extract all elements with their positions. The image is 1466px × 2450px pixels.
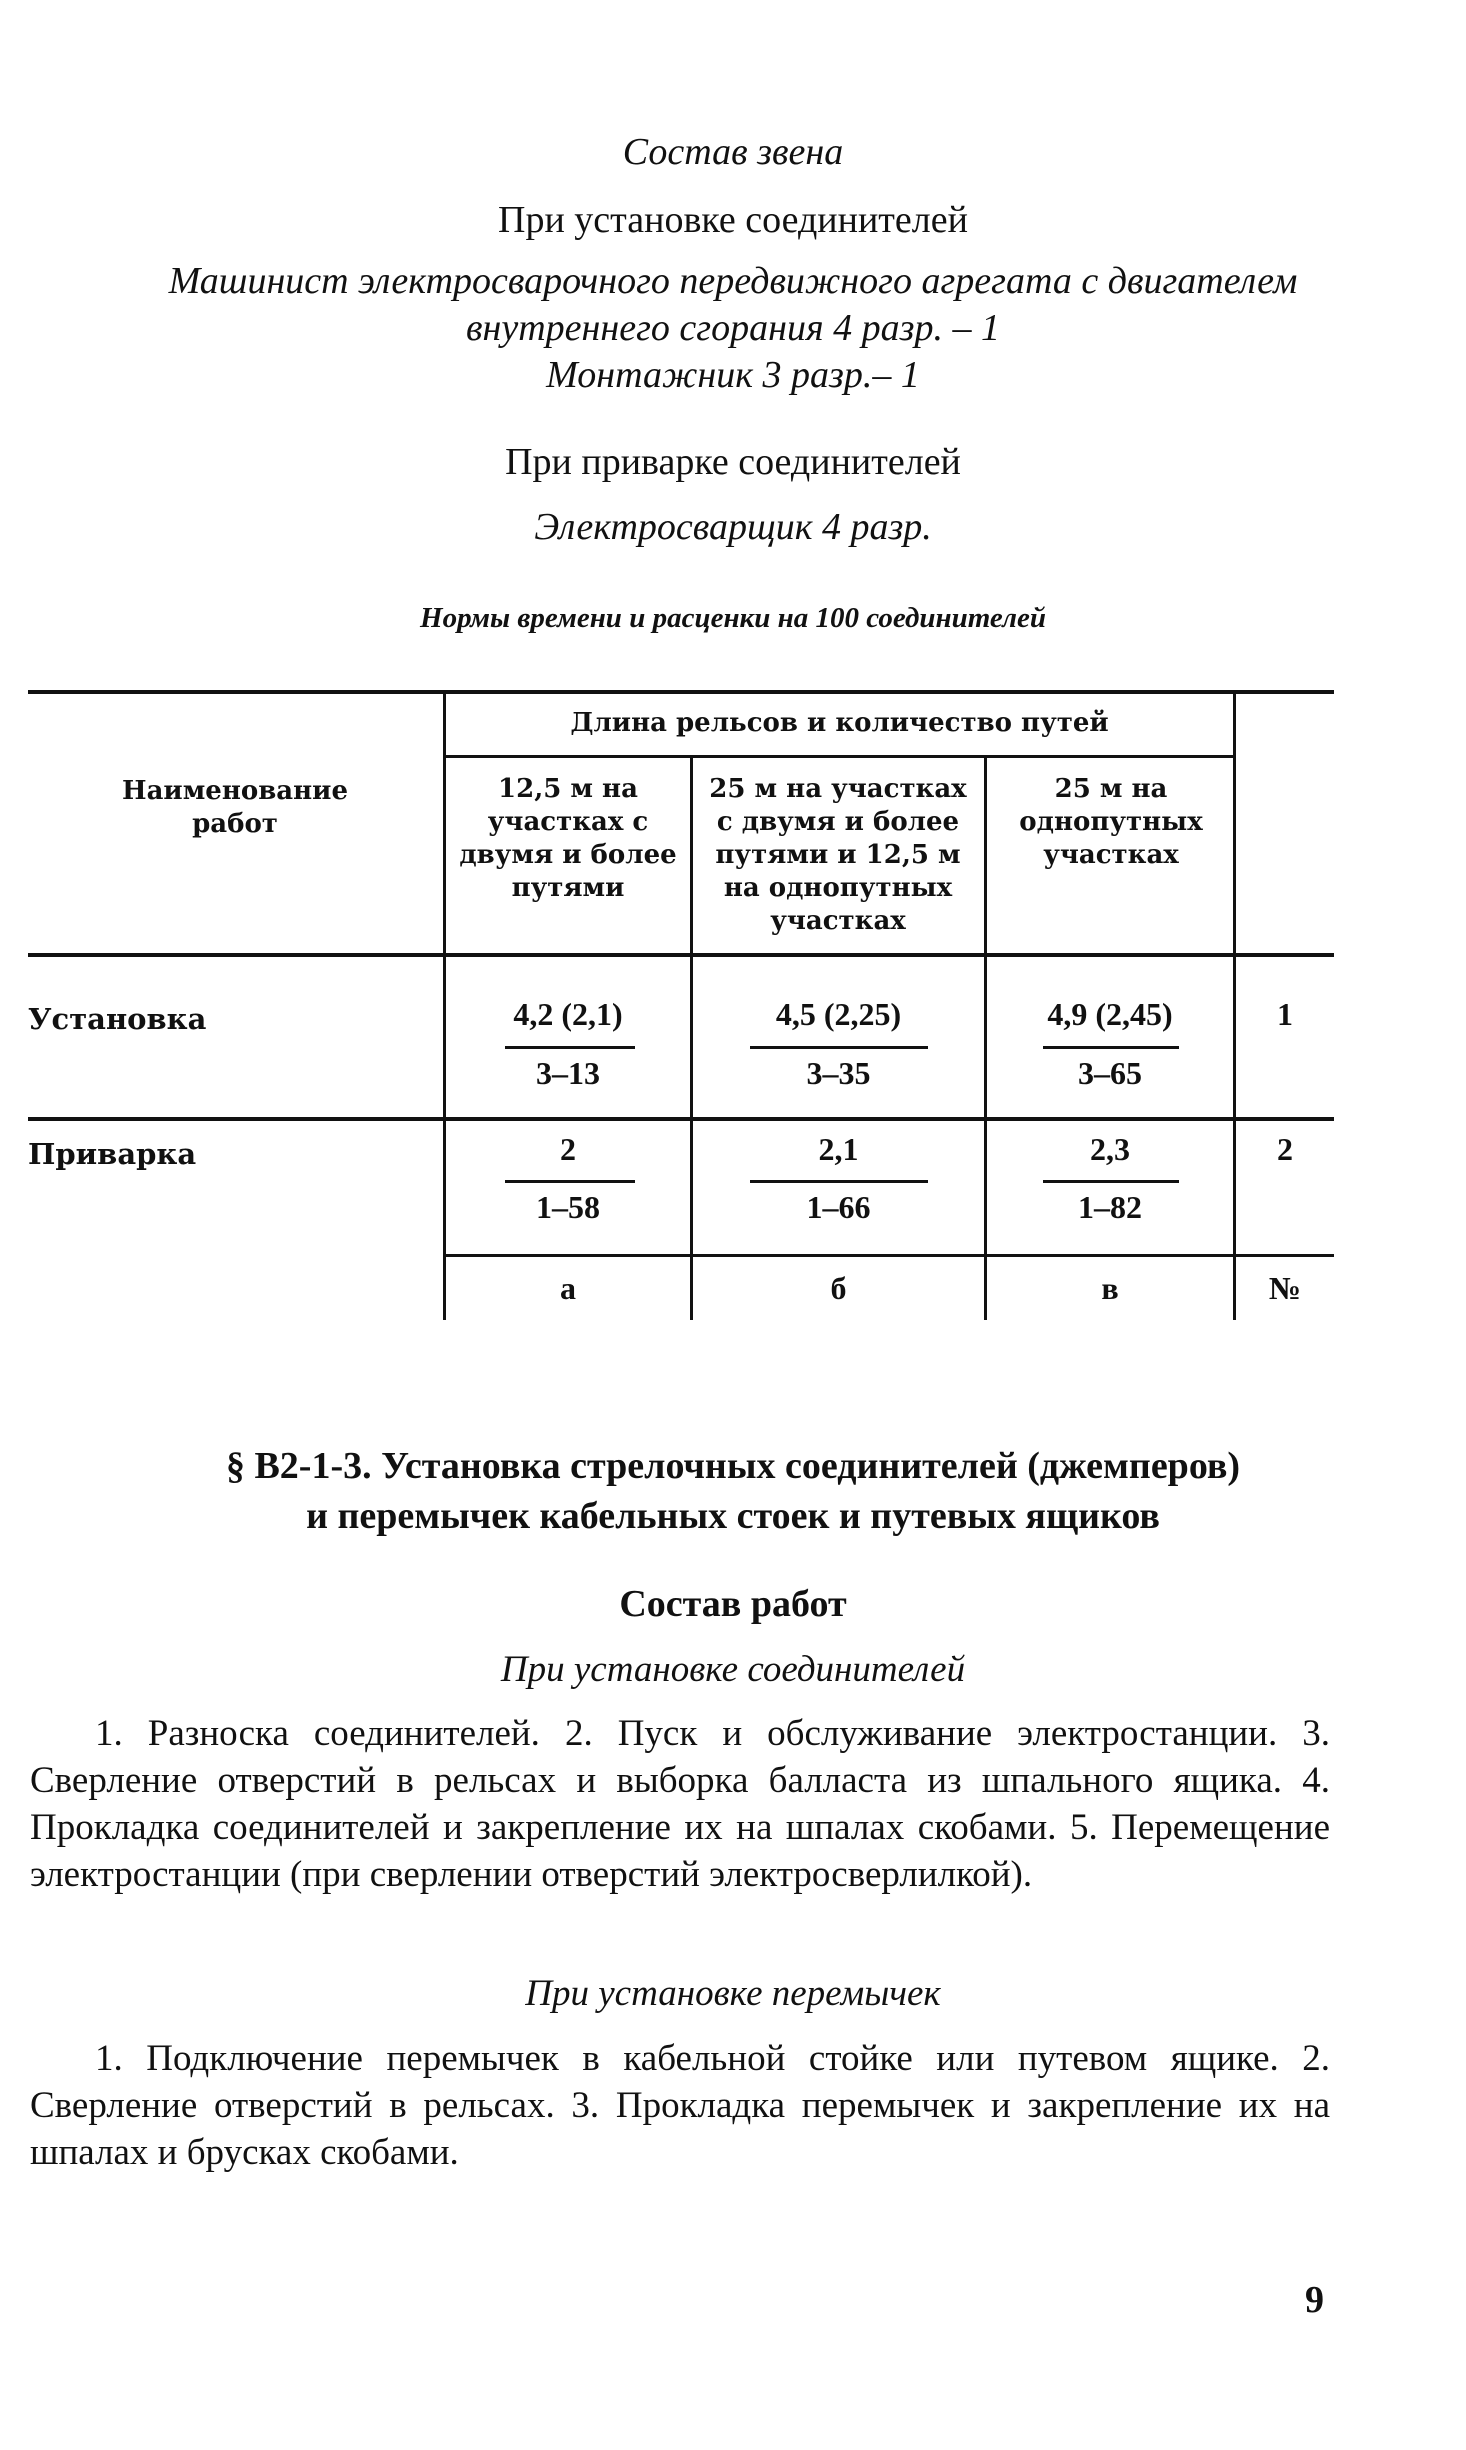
- cell-c-install-price: 3–65: [1078, 1055, 1142, 1091]
- col-index-a: а: [560, 1270, 576, 1306]
- table-col-divider-3: [984, 755, 987, 1320]
- cell-a-install-price: 3–13: [536, 1055, 600, 1091]
- col-header-a: 12,5 м на участках с двумя и более путями: [459, 774, 677, 903]
- row-number-1: 1: [1277, 996, 1293, 1032]
- row-label-install: Установка: [28, 1002, 207, 1036]
- table-col-divider-2: [690, 755, 693, 1320]
- cell-b-install-norm: 4,5 (2,25): [775, 996, 902, 1032]
- table-bottom-rule: [445, 1254, 1334, 1257]
- fraction-bar: [1043, 1180, 1179, 1183]
- col-header-c: 25 м на однопутных участках: [1019, 774, 1203, 870]
- col-header-work-name: Наименование работ: [122, 776, 348, 839]
- crew-role-line-2: внутреннего сгорания 4 разр. – 1: [466, 307, 1000, 349]
- table-row-rule: [28, 1117, 1334, 1121]
- section-heading-line-2: и перемычек кабельных стоек и путевых ящиков: [306, 1495, 1160, 1537]
- crew-subheading-weld: При приварке соединителей: [505, 441, 961, 483]
- col-index-b: б: [830, 1270, 847, 1306]
- subheading-install-connectors: При установке соединителей: [500, 1649, 966, 1690]
- fraction-bar: [750, 1180, 928, 1183]
- cell-a-install-norm: 4,2 (2,1): [513, 996, 623, 1032]
- crew-title: Состав звена: [622, 131, 844, 173]
- subheading-install-jumpers: При установке перемычек: [525, 1973, 941, 2014]
- table-group-rule: [445, 755, 1235, 758]
- fraction-bar: [505, 1180, 635, 1183]
- cell-c-weld-price: 1–82: [1078, 1189, 1142, 1225]
- table-header-rule: [28, 953, 1334, 957]
- crew-role-welder: Электросварщик 4 разр.: [534, 506, 932, 548]
- crew-subheading-install: При установке соединителей: [498, 199, 968, 241]
- cell-a-weld-price: 1–58: [536, 1189, 600, 1225]
- fraction-bar: [750, 1046, 928, 1049]
- col-index-number: №: [1268, 1270, 1302, 1306]
- work-composition-title: Состав работ: [619, 1583, 847, 1625]
- paragraph-install-connectors: 1. Разноска соединителей. 2. Пуск и обслуживание электростанции. 3. Сверление отверстий в рельсах и выборка балласта из шпального ящика. 4. Прокладка соединителей и закрепление их на шпалах скобами. 5. Перемещение электростанции (при сверлении отверстий электросверлилкой).: [30, 1713, 1330, 1895]
- table-top-rule: [28, 690, 1334, 694]
- cell-b-install-price: 3–35: [806, 1055, 871, 1091]
- row-label-weld: Приварка: [28, 1137, 197, 1171]
- cell-c-install-norm: 4,9 (2,45): [1047, 996, 1173, 1032]
- crew-role-line-3: Монтажник 3 разр.– 1: [546, 354, 920, 396]
- cell-b-weld-price: 1–66: [806, 1189, 871, 1225]
- crew-role-line-1: Машинист электросварочного передвижного агрегата с двигателем: [168, 260, 1298, 302]
- col-group-header: Длина рельсов и количество путей: [570, 708, 1109, 738]
- fraction-bar: [505, 1046, 635, 1049]
- cell-b-weld-norm: 2,1: [818, 1131, 859, 1167]
- page-number: 9: [1305, 2279, 1324, 2321]
- norms-title: Нормы времени и расценки на 100 соединителей: [420, 602, 1046, 634]
- paragraph-install-jumpers: 1. Подключение перемычек в кабельной стойке или путевом ящике. 2. Сверление отверстий в рельсах. 3. Прокладка перемычек и закрепление их на шпалах и брусках скобами.: [30, 2038, 1330, 2173]
- col-header-b: 25 м на участках с двумя и более путями и 12,5 м на однопутных участках: [709, 774, 967, 936]
- cell-a-weld-norm: 2: [560, 1131, 576, 1167]
- col-index-c: в: [1101, 1270, 1119, 1306]
- section-heading-line-1: § В2-1-3. Установка стрелочных соединителей (джемперов): [225, 1445, 1241, 1487]
- cell-c-weld-norm: 2,3: [1090, 1131, 1130, 1167]
- row-number-2: 2: [1277, 1131, 1293, 1167]
- fraction-bar: [1043, 1046, 1179, 1049]
